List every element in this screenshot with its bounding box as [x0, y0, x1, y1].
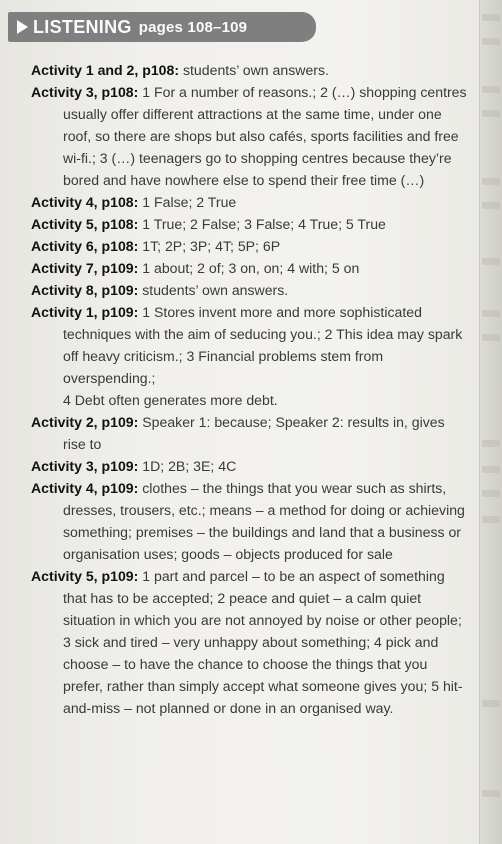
activity-label: Activity 4, p109:	[31, 480, 139, 496]
answer-entry	[31, 411, 471, 455]
answer-entry	[31, 565, 471, 719]
activity-label: Activity 3, p108:	[31, 84, 139, 100]
answer-entry	[31, 477, 471, 565]
faded-line	[482, 334, 500, 341]
faded-line	[482, 202, 500, 209]
faded-line	[482, 14, 500, 21]
answer-entry	[31, 191, 471, 213]
answer-entry	[31, 81, 471, 191]
activity-answer: clothes – the things that you wear such as shirts, dresses, trousers, etc.; means – a method for doing or achieving something; premises – the buildings and land that a business or organisation uses; goods – objects produced for sale	[63, 480, 465, 562]
answer-entry	[31, 59, 471, 81]
activity-answer: students’ own answers.	[182, 62, 329, 78]
activity-label: Activity 1, p109:	[31, 304, 139, 320]
activity-label: Activity 8, p109:	[31, 282, 139, 298]
activity-answer-continued: 4 Debt often generates more debt.	[63, 392, 278, 408]
section-pages: pages 108–109	[138, 18, 248, 36]
activity-label: Activity 5, p109:	[31, 568, 139, 584]
section-header	[8, 12, 316, 42]
answer-entry	[31, 213, 471, 235]
activity-answer: 1D; 2B; 3E; 4C	[142, 458, 237, 474]
faded-line	[482, 466, 500, 473]
activity-label: Activity 5, p108:	[31, 216, 139, 232]
faded-line	[482, 516, 500, 523]
activity-answer: 1 about; 2 of; 3 on, on; 4 with; 5 on	[142, 260, 360, 276]
activity-answer: Speaker 1: because; Speaker 2: results in, gives rise to	[63, 414, 445, 452]
faded-line	[482, 700, 500, 707]
activity-answer: 1 part and parcel – to be an aspect of something that has to be accepted; 2 peace and quiet – a calm quiet situation in which you are not annoyed by noise or other people; 3 sick and tired – very unhappy about something; 4 pick and choose – to have the chance to choose the things that you prefer, rather than simply accept what someone gives you; 5 hit- and-miss – not planned or done in an organised way.	[63, 568, 463, 716]
section-title: LISTENING	[33, 16, 132, 37]
faded-line	[482, 258, 500, 265]
activity-answer: 1 False; 2 True	[142, 194, 237, 210]
activity-answer: students’ own answers.	[142, 282, 289, 298]
faded-line	[482, 490, 500, 497]
answer-entry	[31, 301, 471, 411]
faded-line	[482, 86, 500, 93]
answer-entry	[31, 279, 471, 301]
answer-entry	[31, 257, 471, 279]
faded-line	[482, 110, 500, 117]
activity-label: Activity 1 and 2, p108:	[31, 62, 180, 78]
activity-label: Activity 6, p108:	[31, 238, 139, 254]
faded-line	[482, 440, 500, 447]
activity-answer: 1T; 2P; 3P; 4T; 5P; 6P	[142, 238, 281, 254]
answer-entry	[31, 455, 471, 477]
adjacent-page-edge	[479, 0, 502, 844]
faded-line	[482, 38, 500, 45]
activity-answer: 1 True; 2 False; 3 False; 4 True; 5 True	[142, 216, 386, 232]
activity-label: Activity 4, p108:	[31, 194, 139, 210]
activity-label: Activity 2, p109:	[31, 414, 139, 430]
faded-line	[482, 790, 500, 797]
faded-line	[482, 310, 500, 317]
activity-label: Activity 3, p109:	[31, 458, 139, 474]
faded-line	[482, 178, 500, 185]
activity-answer: 1 For a number of reasons.; 2 (…) shopping centres usually offer different attractions at the same time, under one roof, so there are shops but also cafés, sports facilities and free wi-fi.; 3 (…) teenagers go to shopping centres because they’re bored and have nowhere else to spend their free time (…)	[63, 84, 467, 188]
activity-label: Activity 7, p109:	[31, 260, 139, 276]
answer-key	[31, 59, 471, 719]
activity-answer: 1 Stores invent more and more sophisticated techniques with the aim of seducing you.; 2 This idea may spark off heavy criticism.; 3 Financial problems stem from overspending.;	[63, 304, 463, 386]
answer-entry	[31, 235, 471, 257]
play-triangle-icon	[17, 20, 28, 34]
